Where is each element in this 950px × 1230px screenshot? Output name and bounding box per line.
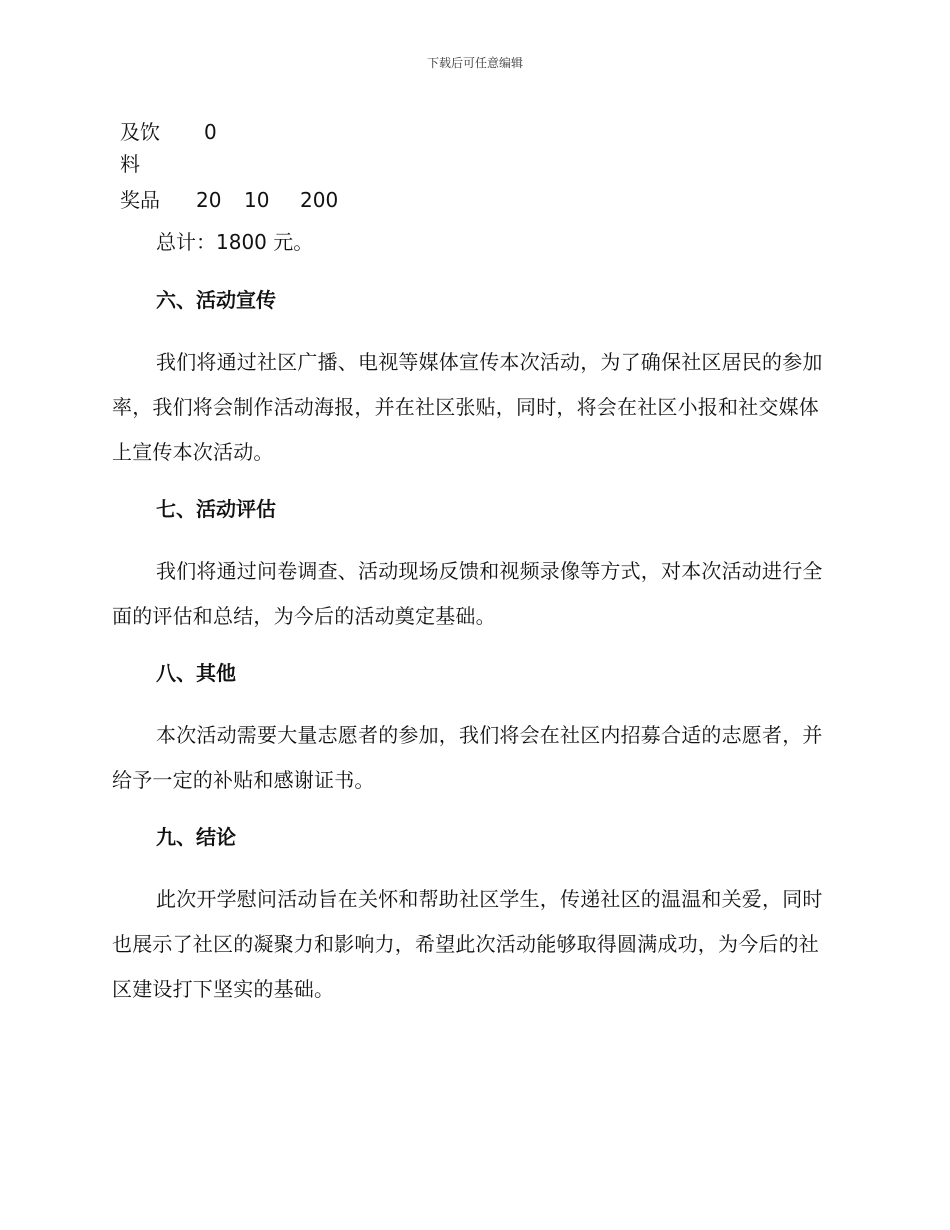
budget-unit-price: 20 bbox=[196, 188, 222, 212]
budget-unit-price: 0 bbox=[204, 120, 217, 144]
section-body-other: 本次活动需要大量志愿者的参加，我们将会在社区内招募合适的志愿者，并给予一定的补贴和感谢证书。 bbox=[112, 723, 823, 792]
section-body-evaluation: 我们将通过问卷调查、活动现场反馈和视频录像等方式，对本次活动进行全面的评估和总结，为今后的活动奠定基础。 bbox=[112, 559, 823, 628]
budget-row-drinks bbox=[112, 116, 388, 180]
section-heading-conclusion: 九、结论 bbox=[156, 825, 236, 849]
budget-subtotal: 200 bbox=[300, 188, 339, 212]
section-heading-publicity: 六、活动宣传 bbox=[156, 288, 276, 312]
section-heading-other: 八、其他 bbox=[156, 661, 236, 685]
section-heading-evaluation: 七、活动评估 bbox=[156, 497, 276, 521]
budget-item: 奖品 bbox=[120, 188, 160, 212]
section-body-conclusion: 此次开学慰问活动旨在关怀和帮助社区学生，传递社区的温温和关爱，同时也展示了社区的凝聚力和影响力，希望此次活动能够取得圆满成功，为今后的社区建设打下坚实的基础。 bbox=[112, 887, 823, 1001]
budget-total: 总计：1800 元。 bbox=[156, 230, 314, 254]
section-body-publicity: 我们将通过社区广播、电视等媒体宣传本次活动，为了确保社区居民的参加率，我们将会制作活动海报，并在社区张贴，同时，将会在社区小报和社交媒体上宣传本次活动。 bbox=[112, 350, 823, 464]
budget-row-prizes bbox=[112, 184, 388, 216]
budget-table bbox=[112, 116, 388, 216]
budget-item: 及饮料 bbox=[120, 120, 160, 176]
budget-quantity: 10 bbox=[244, 188, 270, 212]
document-body bbox=[112, 226, 832, 1030]
page-header-note: 下载后可任意编辑 bbox=[426, 56, 523, 70]
